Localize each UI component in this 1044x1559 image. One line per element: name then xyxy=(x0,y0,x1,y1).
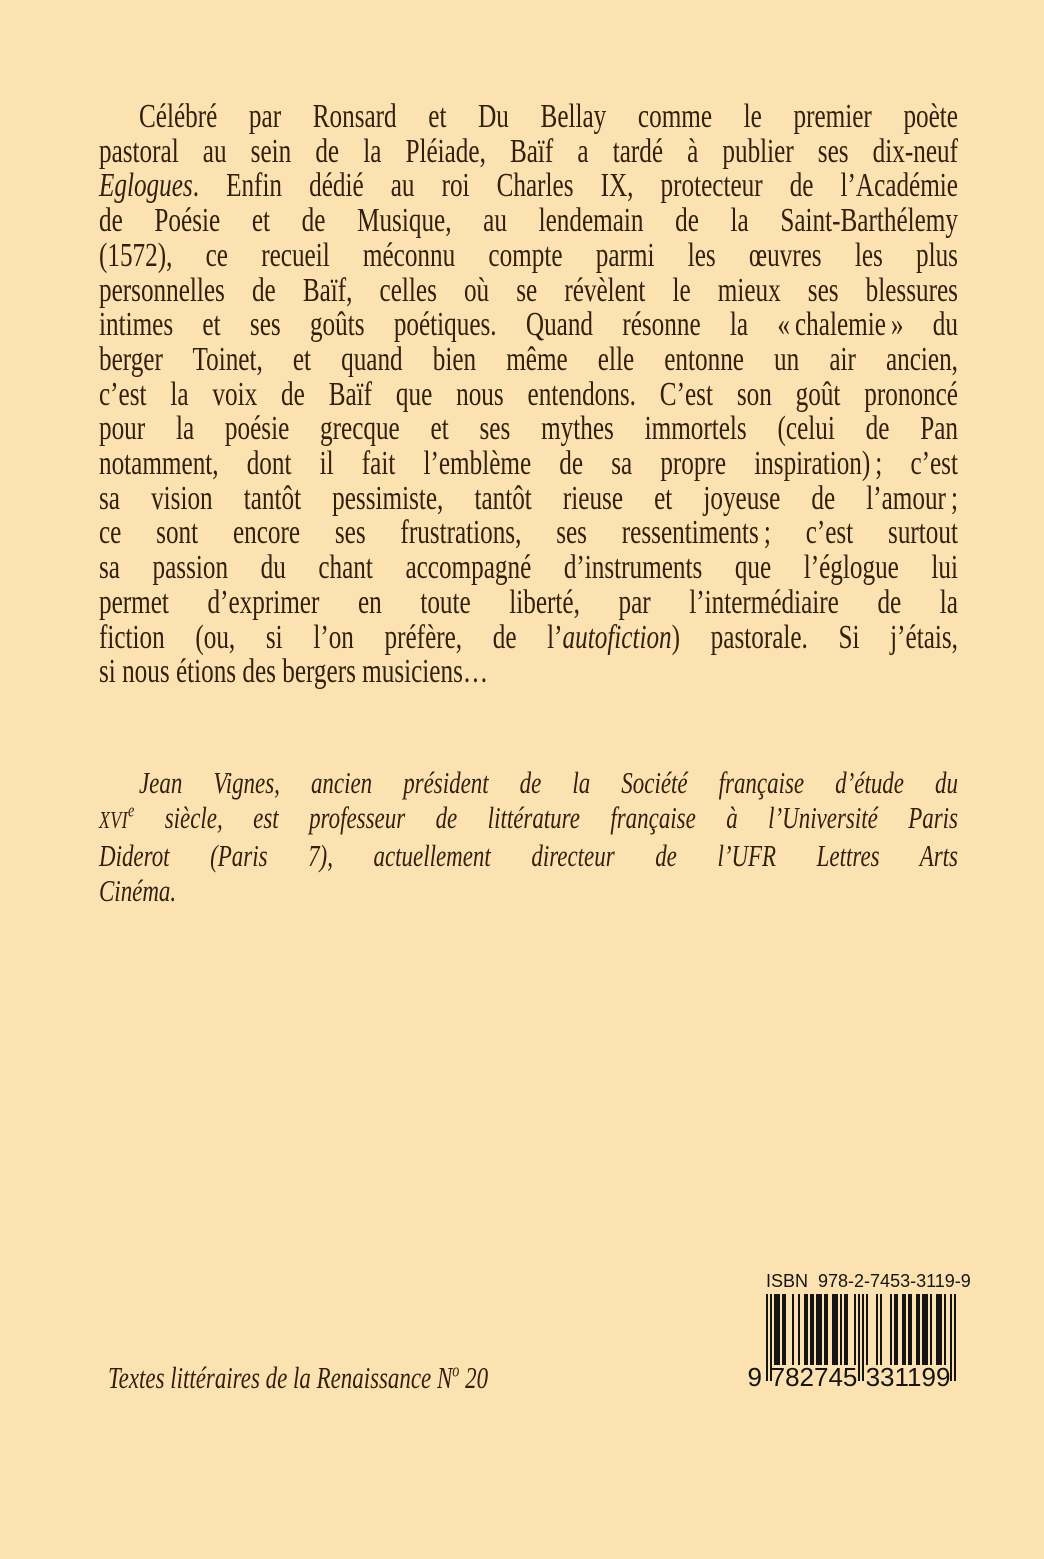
text-line: Jean Vignes, ancien président de la Société française d’étude du xyxy=(138,765,958,800)
text-line: pour la poésie grecque et ses mythes immortels (celui de Pan xyxy=(99,410,958,448)
barcode-digits-group1: 782745 xyxy=(770,1362,858,1392)
series-title xyxy=(108,1360,488,1395)
isbn-barcode-block xyxy=(745,1271,971,1396)
author-bio-paragraph xyxy=(99,765,958,908)
text-line: fiction (ou, si l’on préfère, de l’autofiction) pastorale. Si j’étais, xyxy=(99,618,958,656)
text-line: de Poésie et de Musique, au lendemain de la Saint-Barthélemy xyxy=(99,202,958,240)
text-line: ce sont encore ses frustrations, ses ressentiments ; c’est surtout xyxy=(99,514,958,552)
barcode-digits-group2: 331199 xyxy=(865,1362,951,1392)
isbn-label: ISBN 978-2-7453-3119-9 xyxy=(766,1271,971,1291)
text-line: notamment, dont il fait l’emblème de sa propre inspiration) ; c’est xyxy=(99,445,958,483)
text-line: intimes et ses goûts poétiques. Quand résonne la « chalemie » du xyxy=(99,306,958,344)
text-line: XVIe siècle, est professeur de littérature française à l’Université Paris xyxy=(99,800,958,835)
barcode-digit-left: 9 xyxy=(747,1362,762,1392)
text-line: c’est la voix de Baïf que nous entendons. C’est son goût prononcé xyxy=(99,375,958,413)
text-line: sa vision tantôt pessimiste, tantôt rieuse et joyeuse de l’amour ; xyxy=(99,479,958,517)
text-line: Textes littéraires de la Renaissance $N^o$ 20 xyxy=(108,1360,489,1395)
text-line: berger Toinet, et quand bien même elle entonne un air ancien, xyxy=(99,340,958,378)
text-line: pastoral au sein de la Pléiade, Baïf a tardé à publier ses dix-neuf xyxy=(99,132,958,170)
text-line: Célébré par Ronsard et Du Bellay comme le premier poète xyxy=(138,98,958,135)
text-line: Eglogues. Enfin dédié au roi Charles IX, protecteur de l’Académie xyxy=(99,167,958,205)
blurb-paragraph xyxy=(99,100,958,690)
text-line: personnelles de Baïf, celles où se révèlent le mieux ses blessures xyxy=(99,271,958,309)
text-line: sa passion du chant accompagné d’instruments que l’églogue lui xyxy=(99,549,958,587)
text-line: Cinéma. xyxy=(99,873,177,908)
text-line: Diderot (Paris 7), actuellement directeur de l’UFR Lettres Arts xyxy=(99,838,958,873)
text-line: permet d’exprimer en toute liberté, par l’intermédiaire de la xyxy=(99,583,958,621)
text-line: (1572), ce recueil méconnu compte parmi les œuvres les plus xyxy=(99,236,958,274)
text-line: si nous étions des bergers musiciens… xyxy=(99,653,489,691)
